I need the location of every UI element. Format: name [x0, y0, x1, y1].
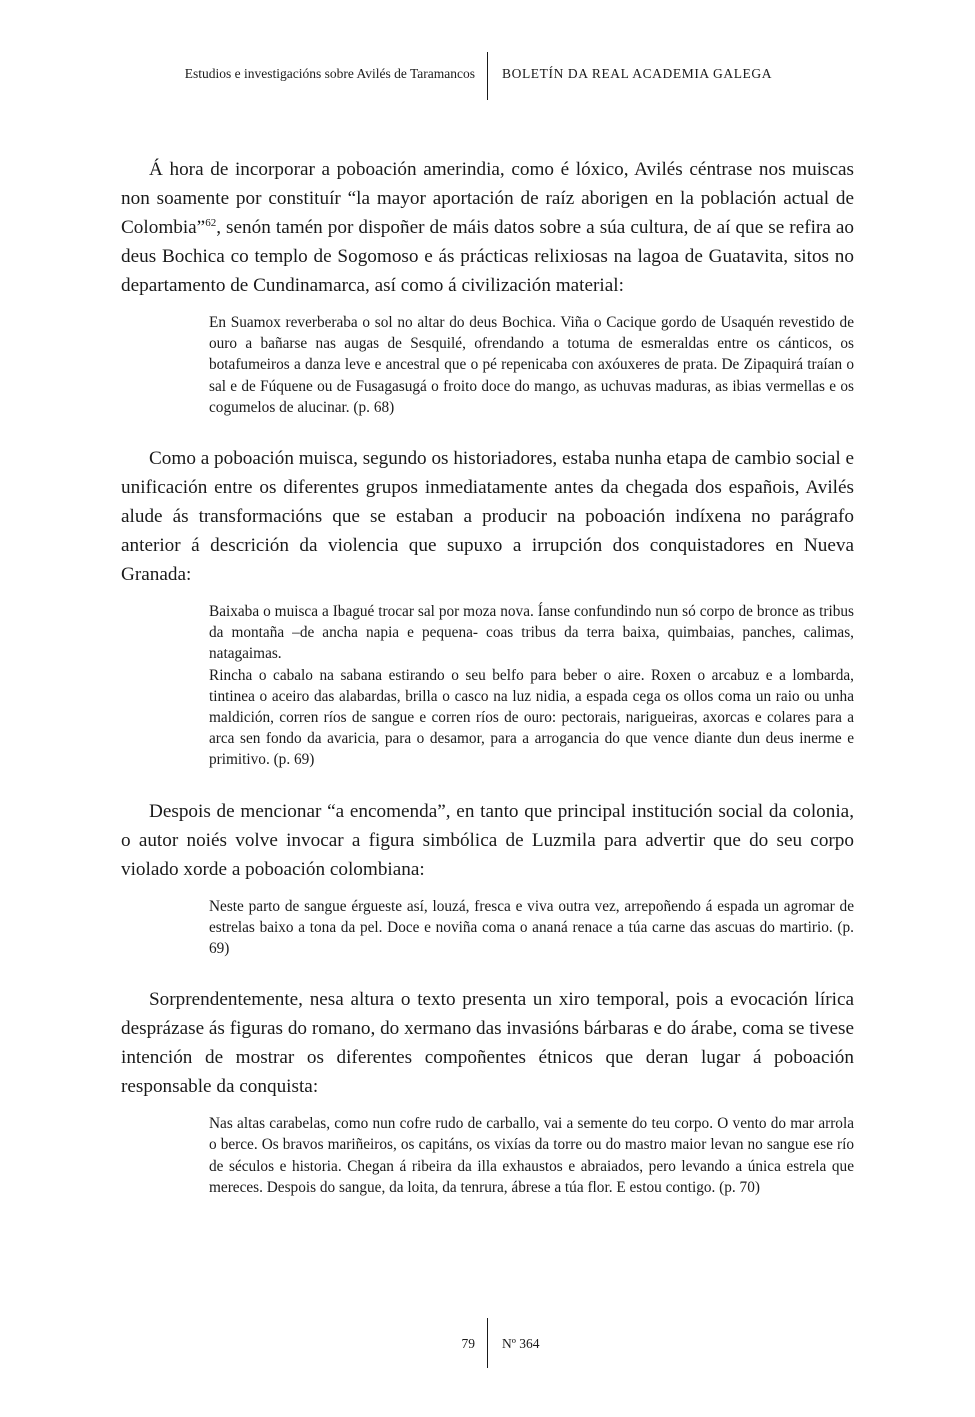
- running-head-right: BOLETÍN DA REAL ACADEMIA GALEGA: [502, 66, 773, 81]
- paragraph-1-text-b: , senón tamén por dispoñer de máis datos sobre a súa cultura, de aí que se refira ao deus Bochica co templo de Sogomoso e ás prácticas relixiosas na lagoa de Guatavita, sitos no departamento de Cundinamarca, así como á civilización material:: [121, 217, 854, 296]
- paragraph-1: [121, 155, 854, 300]
- block-quote-1: [209, 312, 854, 418]
- main-text: [121, 155, 854, 1224]
- paragraph-1-text-a: Á hora de incorporar a poboación amerindia, como é lóxico, Avilés céntrase nos muiscas non soamente por constituír “la mayor aportación de raíz aborigen en la población actual de Colombia”: [121, 159, 854, 238]
- page-number: 79: [461, 1336, 475, 1351]
- running-head-left: Estudios e investigacións sobre Avilés de Taramancos: [184, 66, 475, 81]
- footer-divider: [487, 1318, 488, 1368]
- block-quote-4: [209, 1113, 854, 1198]
- block-quote-3: [209, 896, 854, 960]
- block-quote-3-text: Neste parto de sangue érgueste así, louzá, fresca e viva outra vez, arrepoñendo á espada un agromar de estrelas baixo a tona da pel. Doce e noviña coma o ananá renace a túa carne das ascuas do martirio. (p. 69): [209, 897, 854, 958]
- block-quote-4-text: Nas altas carabelas, como nun cofre rudo de carballo, vai a semente do teu corpo. O vento do mar arrola o berce. Os bravos mariñeiros, os capitáns, os vixías da torre ou do mastro maior levan no sangue ese río de séculos e historia. Chegan á ribeira da illa exhaustos e abraiados, pero levando a única estrela que mereces. Despois do sangue, da loita, da tenrura, ábrese a túa flor. E estou contigo. (p. 70): [209, 1115, 854, 1196]
- paragraph-4: Sorprendentemente, nesa altura o texto presenta un xiro temporal, pois a evocación lírica desprázase ás figuras do romano, do xermano das invasións bárbaras e do árabe, coma se tivese intención de mostrar os diferentes compoñentes étnicos que deran lugar á poboación responsable da conquista:: [121, 989, 854, 1098]
- page-header: [0, 52, 975, 100]
- paragraph-2: Como a poboación muisca, segundo os historiadores, estaba nunha etapa de cambio social e unificación entre os diferentes grupos inmediatamente antes da chegada dos españois, Avilés alude ás transformacións que se estaban a producir na poboación indíxena no parágrafo anterior á descrición da violencia que supuxo a irrupción dos conquistadores en Nueva Granada:: [121, 448, 854, 586]
- block-quote-2-part-b: Rincha o cabalo na sabana estirando o seu belfo para beber o aire. Roxen o arcabuz e a lombarda, tintinea o aceiro das alabardas, brilla o casco na luz nidia, a espada cega os ollos coma un raio ou unha maldición, corren ríos de sangue e corren ríos de ouro: pectorais, narigueiras, axorcas e colares para a arca sen fondo da avaricia, para o desamor, para a arrogancia do que vence diante dun deus inerme e primitivo. (p. 69): [209, 666, 854, 769]
- block-quote-1-text: En Suamox reverberaba o sol no altar do deus Bochica. Viña o Cacique gordo de Usaquén revestido de ouro a bañarse nas augas de Sesquilé, ofrendando a totuma de esmeraldas entre os cánticos, os botafumeiros a danza leve e ancestral que o pé repenicaba con axóuxeres de prata. De Zipaquirá traían o sal e de Fúquene ou de Fusagasugá o froito doce do mango, as uchuvas maduras, as ibias vermellas e os cogumelos de alucinar. (p. 68): [209, 314, 854, 416]
- issue-number: Nº 364: [502, 1336, 540, 1351]
- footnote-marker[interactable]: 62: [205, 217, 217, 229]
- block-quote-2-part-a: Baixaba o muisca a Ibagué trocar sal por moza nova. Íanse confundindo nun só corpo de bronce as tribus da montaña –de ancha napia e pequena- coas tribus da terra baixa, quimbaias, panches, calimas, natagaimas.: [209, 603, 854, 663]
- block-quote-2: [209, 601, 854, 771]
- page-footer: [0, 1318, 975, 1368]
- header-divider: [487, 52, 488, 100]
- paragraph-3: Despois de mencionar “a encomenda”, en tanto que principal institución social da colonia, o autor noiés volve invocar a figura simbólica de Luzmila para advertir que do seu corpo violado xorde a poboación colombiana:: [121, 800, 854, 880]
